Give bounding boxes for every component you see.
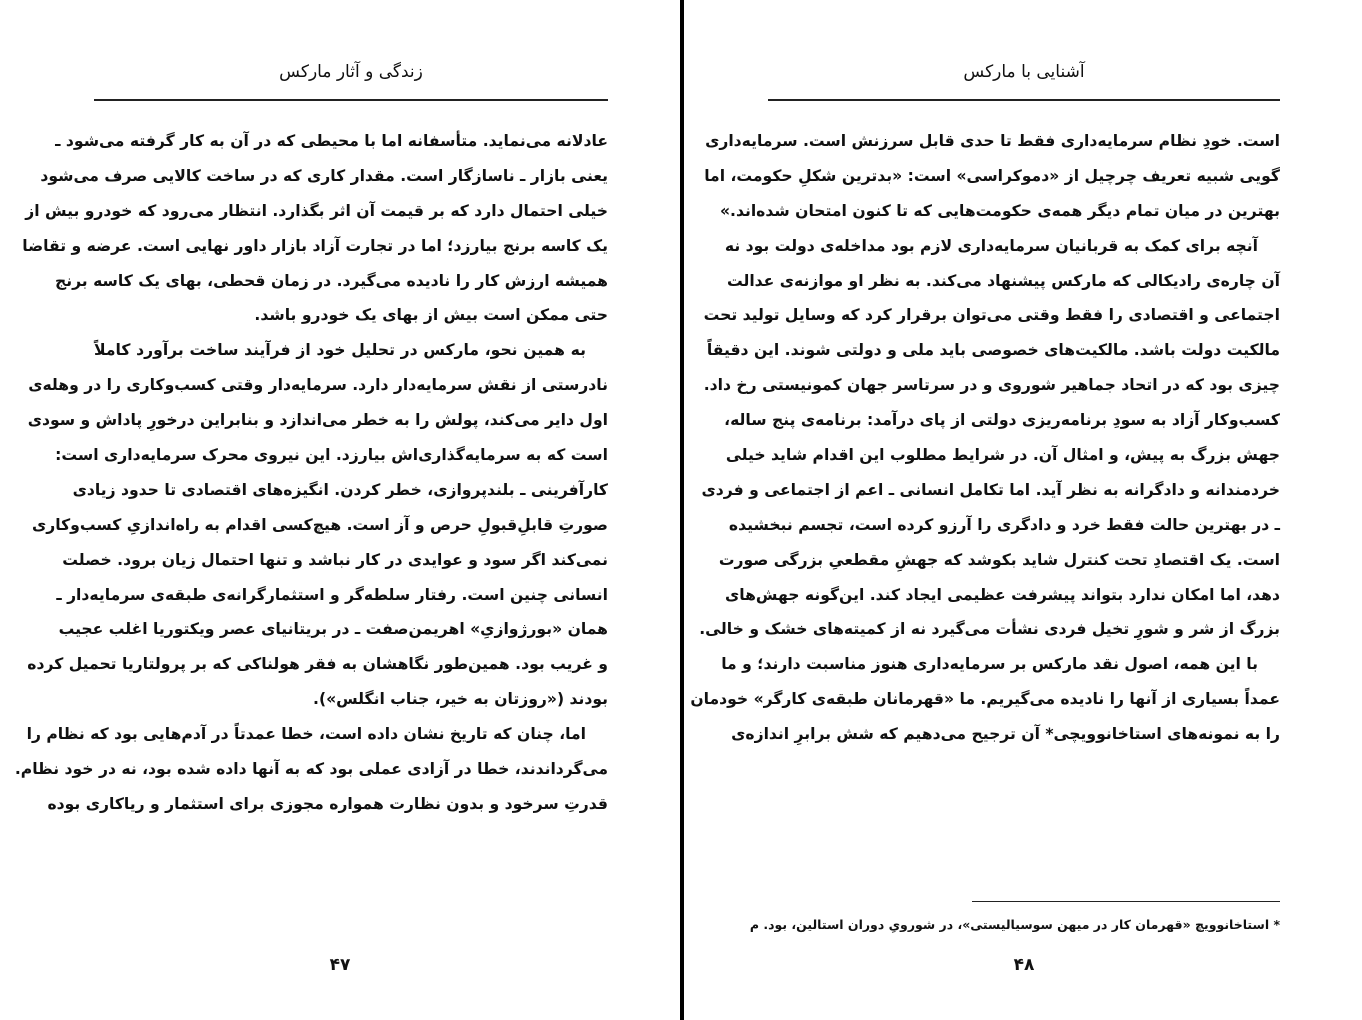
text-line: ـ در بهترین حالت فقط خرد و دادگری را آرزو کرده است، تجسم نبخشیده — [728, 515, 1280, 534]
text-line: بودند («روزتان به خیر، جناب انگلس»). — [313, 690, 608, 709]
text-line: آنچه برای کمک به قربانیان سرمایه‌داری لازم بود مداخله‌ی دولت بود نه — [724, 236, 1258, 255]
text-line: خیلی احتمال دارد که بر قیمت آن اثر بگذارد. انتظار می‌رود که خودرو بیش از — [25, 201, 608, 220]
text-line: و غریب بود. همین‌طور نگاهشان به فقر هولناکی که بر پرولتاریا تحمیل کرده — [27, 655, 608, 674]
text-line: آن چاره‌ی رادیکالی که مارکس پیشنهاد می‌کند. به نظر او موازنه‌ی عدالت — [726, 271, 1280, 290]
text-line: جهش بزرگ به پیش، و امثال آن. در شرایط مطلوب این اقدام شاید خیلی — [725, 446, 1280, 465]
text-line: اما، چنان که تاریخ نشان داده است، خطا عمدتاً در آدم‌هایی بود که نظام را — [26, 725, 586, 744]
text-line: بزرگ از شر و شورِ تخیل فردی نشأت می‌گیرد نه از کمیته‌های خشک و خالی. — [699, 620, 1280, 639]
text-line: قدرتِ سرخود و بدون نظارت همواره مجوزی برای استثمار و ریاکاری بوده — [47, 794, 608, 813]
text-line: به همین نحو، مارکس در تحلیل خود از فرآیند ساخت برآورد کاملاً — [94, 341, 586, 360]
text-line: حتی ممکن است بیش از بهای یک خودرو باشد. — [254, 306, 608, 325]
body-text — [690, 124, 1280, 752]
text-line: کسب‌وکار آزاد به سودِ برنامه‌ریزی دولتی از پای درآمد: برنامه‌ی پنج ساله، — [724, 411, 1280, 430]
text-line: بهترین در میان تمام دیگر همه‌ی حکومت‌هایی که تا کنون امتحان شده‌اند.» — [719, 201, 1280, 220]
text-line: است که به سرمایه‌گذاری‌اش بیارزد. این نیروی محرک سرمایه‌داری است: — [55, 446, 608, 465]
text-line: است. خودِ نظام سرمایه‌داری فقط تا حدی قابل سرزنش است. سرمایه‌داری — [705, 132, 1280, 150]
page-number: ۴۷ — [329, 955, 351, 975]
text-line: همیشه ارزش کار را نادیده می‌گیرد. در زمان قحطی، بهای یک کاسه برنج — [54, 271, 608, 290]
body-text — [14, 124, 608, 822]
text-line: گویی شبیه تعریف چرچیل از «دموکراسی» است: «بدترین شکلِ حکومت، اما — [704, 166, 1280, 185]
footnote-rule — [972, 901, 1280, 902]
text-line: اول دایر می‌کند، پولش را به خطر می‌اندازد و بنابراین درخورِ پاداش و سودی — [27, 411, 608, 430]
text-line: صورتِ قابلِ‌قبولِ حرص و آز است. هیچ‌کسی اقدام به راه‌اندازیِ کسب‌وکاری — [31, 515, 608, 534]
text-line: با این همه، اصول نقد مارکس بر سرمایه‌داری هنوز مناسبت دارند؛ و ما — [721, 655, 1258, 674]
header-rule — [768, 99, 1280, 101]
page-number: ۴۸ — [1013, 955, 1035, 975]
text-line: یک کاسه برنج بیارزد؛ اما در تجارت آزاد بازار داور نهایی است. عرضه و تقاضا — [22, 236, 608, 255]
running-head: زندگی و آثار مارکس — [279, 62, 423, 82]
text-line: اجتماعی و اقتصادی را فقط وقتی می‌توان برقرار کرد که وسایل تولید تحت — [703, 306, 1280, 325]
text-line: مالکیت دولت باشد. مالکیت‌های خصوصی باید ملی و دولتی شوند. این دقیقاً — [706, 341, 1280, 360]
text-line: کارآفرینی ـ بلندپروازی، خطر کردن. انگیزه‌های اقتصادی تا حدود زیادی — [72, 480, 608, 499]
text-line: انسانی چنین است. رفتار سلطه‌گر و استثمارگرانه‌ی طبقه‌ی سرمایه‌دار ـ — [56, 585, 608, 604]
text-line: عادلانه می‌نماید. متأسفانه اما با محیطی که در آن به کار گرفته می‌شود ـ — [55, 132, 608, 150]
right-page — [684, 0, 1362, 1020]
text-line: نمی‌کند اگر سود و عوایدی در کار نباشد و تنها احتمال زیان برود. خصلت — [62, 550, 608, 569]
text-line: چیزی بود که در اتحاد جماهیر شوروی و در سرتاسر جهان کمونیستی رخ داد. — [703, 376, 1280, 395]
footnote: * استاخانوویچ «قهرمان کار در میهن سوسیالیستی»، در شورویِ دوران استالین، بود. م — [749, 917, 1280, 932]
text-line: همان «بورژوازیِ» اهریمن‌صفت ـ در بریتانیای عصر ویکتوریا اغلب عجیب — [58, 620, 608, 639]
text-line: نادرستی از نقش سرمایه‌دار دارد. سرمایه‌دار وقتی کسب‌وکاری را در وهله‌ی — [28, 376, 608, 395]
text-line: است. یک اقتصادِ تحت کنترل شاید بکوشد که جهشِ مقطعیِ بزرگی صورت — [718, 550, 1280, 569]
text-line: یعنی بازار ـ ناسازگار است. مقدار کاری که در ساخت کالایی صرف می‌شود — [40, 166, 608, 185]
text-line: عمداً بسیاری از آنها را نادیده می‌گیریم. ما «قهرمانان طبقه‌ی کارگر» خودمان — [690, 690, 1280, 709]
running-head: آشنایی با مارکس — [963, 62, 1085, 82]
text-line: دهد، اما امکان ندارد بتواند پیشرفت عظیمی ایجاد کند. این‌گونه جهش‌های — [724, 585, 1280, 604]
text-line: را به نمونه‌های استاخانوویچی* آن ترجیح می‌دهیم که شش برابرِ اندازه‌ی — [731, 725, 1280, 744]
text-line: خردمندانه و دادگرانه به نظر آید. اما تکامل انسانی ـ اعم از اجتماعی و فردی — [701, 480, 1280, 499]
text-line: می‌گرداندند، خطا در آزادی عملی بود که به آنها داده شده بود، نه در خود نظام. — [14, 760, 608, 779]
header-rule — [94, 99, 608, 101]
